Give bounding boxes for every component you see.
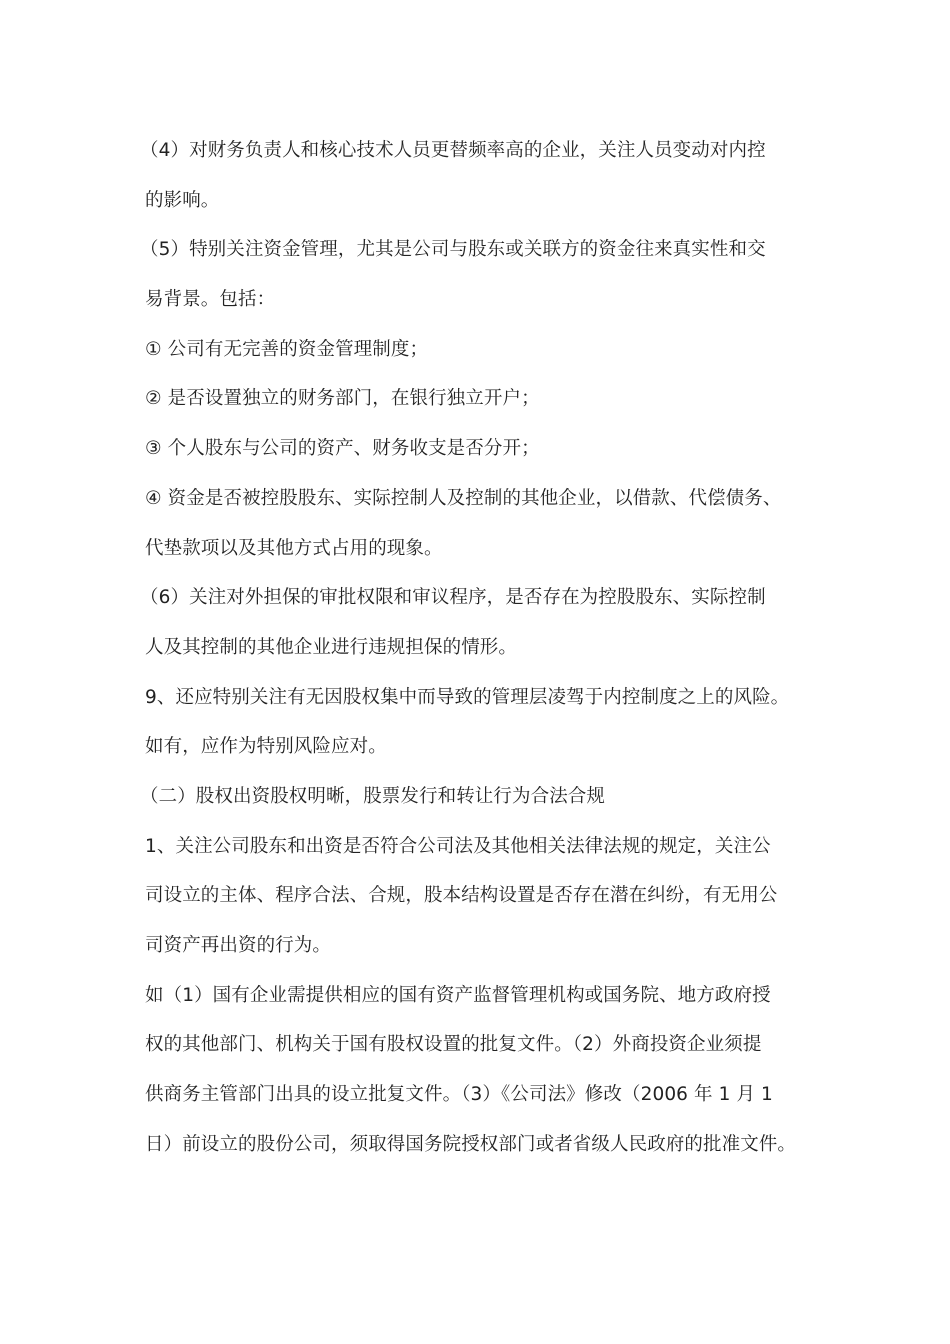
paragraph-line: （4）对财务负责人和核心技术人员更替频率高的企业，关注人员变动对内控: [140, 140, 766, 161]
document-body: [140, 126, 815, 1169]
list-item: ③ 个人股东与公司的资产、财务收支是否分开；: [145, 438, 540, 460]
paragraph-line: 供商务主管部门出具的设立批复文件。（3）《公司法》修改（2006 年 1 月 1: [145, 1084, 773, 1106]
paragraph-line: 权的其他部门、机构关于国有股权设置的批复文件。（2）外商投资企业须提: [145, 1034, 762, 1056]
paragraph-line: 日）前设立的股份公司，须取得国务院授权部门或者省级人民政府的批准文件。: [145, 1133, 797, 1155]
paragraph-line: （6）关注对外担保的审批权限和审议程序，是否存在为控股股东、实际控制: [140, 587, 766, 609]
section-heading: （二）股权出资股权明晰，股票发行和转让行为合法合规: [140, 785, 606, 807]
list-item: ② 是否设置独立的财务部门，在银行独立开户；: [145, 388, 540, 410]
list-item: ④ 资金是否被控股股东、实际控制人及控制的其他企业，以借款、代偿债务、: [145, 487, 782, 509]
paragraph-line: 代垫款项以及其他方式占用的现象。: [145, 537, 443, 559]
paragraph-line: 9、还应特别关注有无因股权集中而导致的管理层凌驾于内控制度之上的风险。: [145, 686, 790, 708]
paragraph-line: 司资产再出资的行为。: [145, 935, 332, 956]
paragraph-line: 如有，应作为特别风险应对。: [145, 736, 387, 758]
paragraph-line: 司设立的主体、程序合法、合规，股本结构设置是否存在潜在纠纷，有无用公: [145, 885, 778, 907]
paragraph-line: 人及其控制的其他企业进行违规担保的情形。: [145, 636, 518, 658]
paragraph-line: 如（1）国有企业需提供相应的国有资产监督管理机构或国务院、地方政府授: [145, 984, 771, 1006]
paragraph-line: 易背景。包括：: [145, 289, 276, 311]
list-item: ① 公司有无完善的资金管理制度；: [145, 338, 429, 360]
paragraph-line: 的影响。: [145, 189, 220, 211]
paragraph-line: （5）特别关注资金管理，尤其是公司与股东或关联方的资金往来真实性和交: [140, 239, 766, 261]
paragraph-line: 1、关注公司股东和出资是否符合公司法及其他相关法律法规的规定，关注公: [145, 835, 771, 857]
